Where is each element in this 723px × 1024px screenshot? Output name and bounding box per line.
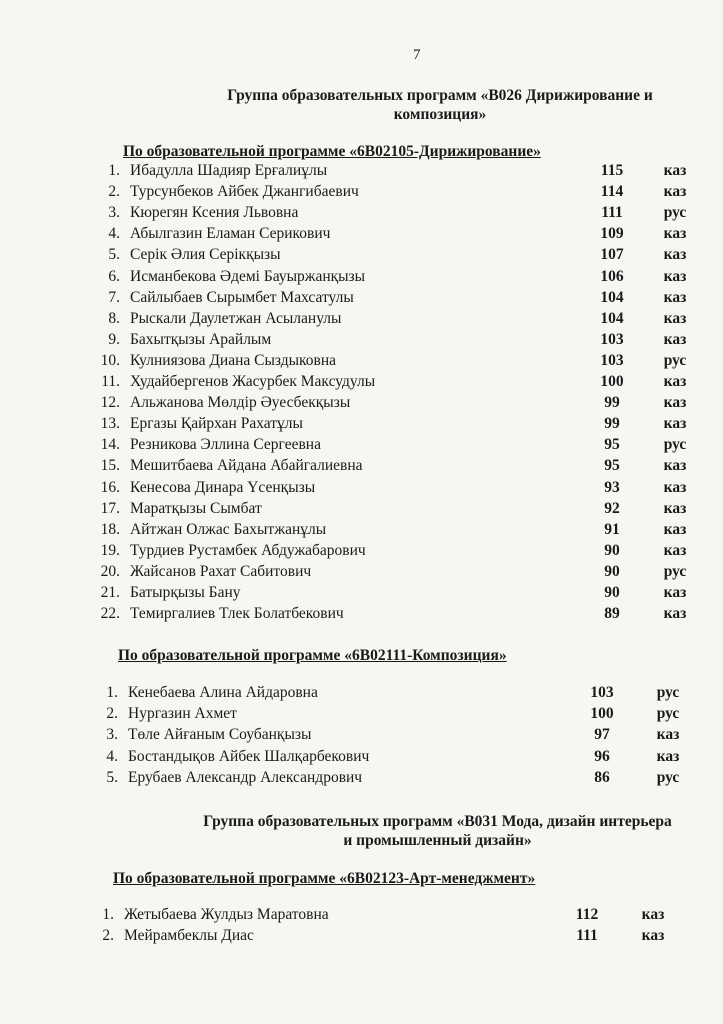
language-value: каз — [663, 520, 687, 538]
applicant-name: Бостандықов Айбек Шалқарбекович — [128, 747, 370, 765]
applicant-name: Айтжан Олжас Бахытжанұлы — [130, 520, 327, 538]
applicant-name: Кюрегян Ксения Львовна — [130, 204, 299, 222]
language-value: каз — [663, 162, 687, 179]
group-title-b026 — [180, 86, 700, 124]
language-value: рус — [663, 351, 687, 369]
table-row — [88, 906, 683, 927]
language-value: каз — [656, 747, 680, 765]
language-value: каз — [663, 584, 687, 601]
applicant-name: Мейрамбеклы Диас — [124, 927, 254, 944]
language-value: рус — [656, 705, 680, 723]
table-row — [94, 310, 705, 331]
table-row — [94, 289, 705, 310]
score-value: 95 — [604, 457, 620, 475]
language-value: каз — [663, 183, 687, 201]
row-number: 2. — [106, 705, 118, 723]
language-value: каз — [663, 541, 687, 559]
language-value: каз — [663, 309, 687, 327]
language-value: рус — [663, 562, 687, 580]
applicant-name: Серік Әлия Серікқызы — [130, 246, 281, 264]
group-title-line-2: и промышленный дизайн» — [343, 832, 532, 849]
table-row — [94, 373, 705, 394]
page-number: 7 — [413, 47, 421, 63]
language-value: каз — [641, 927, 665, 944]
applicant-name: Нургазин Ахмет — [128, 705, 237, 723]
score-value: 90 — [604, 584, 620, 601]
applicant-name: Жетыбаева Жулдыз Маратовна — [124, 906, 329, 923]
row-number: 11. — [101, 373, 120, 390]
score-value: 99 — [604, 415, 620, 433]
row-number: 5. — [106, 768, 118, 786]
table-row — [94, 521, 705, 542]
row-number: 4. — [108, 225, 120, 243]
score-value: 86 — [594, 768, 610, 786]
group-title-line-2: композиция» — [393, 106, 487, 123]
row-number: 9. — [108, 330, 120, 348]
score-value: 99 — [604, 394, 620, 412]
language-value: каз — [663, 225, 687, 243]
row-number: 14. — [100, 436, 120, 454]
language-value: каз — [663, 246, 687, 264]
language-value: каз — [641, 906, 665, 923]
table-row — [92, 684, 698, 705]
score-value: 103 — [600, 330, 624, 348]
applicant-name: Рыскали Даулетжан Асыланулы — [130, 309, 342, 327]
row-number: 1. — [106, 684, 118, 701]
score-value: 95 — [604, 436, 620, 454]
score-value: 103 — [600, 351, 624, 369]
language-value: каз — [663, 373, 687, 390]
table-row — [94, 563, 705, 584]
applicant-name: Бахытқызы Арайлым — [130, 330, 272, 348]
language-value: каз — [663, 288, 687, 306]
table-row — [94, 183, 705, 204]
row-number: 1. — [108, 162, 120, 179]
score-value: 100 — [600, 373, 624, 390]
table-row — [94, 246, 705, 267]
table-row — [94, 204, 705, 225]
table-row — [94, 500, 705, 521]
table-row — [94, 436, 705, 457]
applicant-name: Турсунбеков Айбек Джангибаевич — [130, 183, 359, 201]
table-row — [94, 457, 705, 478]
row-number: 3. — [108, 204, 120, 222]
language-value: каз — [663, 267, 687, 285]
score-value: 96 — [594, 747, 610, 765]
score-value: 91 — [604, 520, 620, 538]
row-number: 22. — [100, 605, 120, 623]
score-value: 100 — [590, 705, 614, 723]
table-row — [94, 268, 705, 289]
language-value: каз — [663, 330, 687, 348]
row-number: 15. — [100, 457, 120, 475]
table-row — [94, 352, 705, 373]
table-row — [88, 927, 683, 948]
language-value: рус — [656, 684, 680, 701]
language-value: каз — [663, 605, 687, 623]
table-row — [92, 769, 698, 790]
applicant-name: Худайбергенов Жасурбек Максудулы — [130, 373, 376, 390]
score-value: 114 — [600, 183, 624, 201]
language-value: каз — [663, 457, 687, 475]
row-number: 2. — [108, 183, 120, 201]
applicant-name: Резникова Эллина Сергеевна — [130, 436, 321, 454]
applicant-name: Кенебаева Алина Айдаровна — [128, 684, 318, 701]
row-number: 6. — [108, 267, 120, 285]
row-number: 3. — [106, 726, 118, 744]
applicant-name: Маратқызы Сымбат — [130, 499, 262, 517]
section-heading-conducting: По образовательной программе «6В02105-Дирижирование» — [123, 143, 541, 160]
table-row — [94, 331, 705, 352]
row-number: 21. — [100, 584, 120, 601]
section-heading-art-management: По образовательной программе «6В02123-Арт-менеджмент» — [113, 870, 536, 887]
score-value: 112 — [575, 906, 599, 923]
table-row — [92, 705, 698, 726]
applicant-name: Исманбекова Әдемі Бауыржанқызы — [130, 267, 366, 285]
applicant-name: Мешитбаева Айдана Абайгалиевна — [130, 457, 363, 475]
row-number: 4. — [106, 747, 118, 765]
applicant-name: Ерубаев Александр Александрович — [128, 768, 363, 786]
section-heading-composition: По образовательной программе «6В02111-Композиция» — [118, 647, 507, 664]
score-value: 104 — [600, 309, 624, 327]
row-number: 7. — [108, 288, 120, 306]
score-value: 104 — [600, 288, 624, 306]
table-row — [94, 542, 705, 563]
applicant-name: Сайлыбаев Сырымбет Махсатулы — [130, 288, 354, 306]
language-value: каз — [663, 499, 687, 517]
row-number: 10. — [100, 351, 120, 369]
score-value: 111 — [601, 204, 623, 222]
applicant-name: Темиргалиев Тлек Болатбекович — [130, 605, 344, 623]
score-value: 90 — [604, 562, 620, 580]
group-title-b031 — [175, 812, 700, 850]
row-number: 5. — [108, 246, 120, 264]
score-value: 115 — [600, 162, 624, 179]
applicant-name: Кулниязова Диана Сыздыковна — [130, 351, 337, 369]
group-title-line-1: Группа образовательных программ «В031 Мода, дизайн интерьера — [203, 813, 672, 830]
row-number: 17. — [100, 499, 120, 517]
row-number: 20. — [100, 562, 120, 580]
applicant-name: Жайсанов Рахат Сабитович — [130, 562, 312, 580]
row-number: 18. — [100, 520, 120, 538]
group-title-line-1: Группа образовательных программ «В026 Дирижирование и — [227, 87, 653, 104]
applicant-name: Альжанова Мөлдір Әуесбекқызы — [130, 394, 351, 412]
table-row — [94, 225, 705, 246]
language-value: рус — [663, 436, 687, 454]
language-value: рус — [663, 204, 687, 222]
applicant-name: Турдиев Рустамбек Абдужабарович — [130, 541, 366, 559]
applicant-name: Ергазы Қайрхан Рахатұлы — [130, 415, 303, 433]
row-number: 8. — [108, 309, 120, 327]
applicant-name: Ибадулла Шадияр Ерғалиұлы — [130, 162, 328, 179]
row-number: 13. — [100, 415, 120, 433]
row-number: 19. — [100, 541, 120, 559]
language-value: каз — [663, 394, 687, 412]
score-value: 90 — [604, 541, 620, 559]
table-row — [94, 479, 705, 500]
table-row — [94, 605, 705, 626]
language-value: рус — [656, 768, 680, 786]
table-row — [92, 748, 698, 769]
applicant-name: Батырқызы Бану — [130, 584, 241, 601]
row-number: 12. — [100, 394, 120, 412]
score-value: 111 — [576, 927, 598, 944]
language-value: каз — [663, 478, 687, 496]
row-number: 2. — [102, 927, 114, 944]
table-row — [94, 394, 705, 415]
score-value: 93 — [604, 478, 620, 496]
table-row — [94, 162, 705, 183]
score-value: 107 — [600, 246, 624, 264]
score-value: 109 — [600, 225, 624, 243]
applicant-name: Кенесова Динара Үсенқызы — [130, 478, 316, 496]
score-value: 97 — [594, 726, 610, 744]
applicant-name: Төле Айғаным Соубанқызы — [128, 726, 312, 744]
row-number: 1. — [102, 906, 114, 923]
score-value: 92 — [604, 499, 620, 517]
score-value: 106 — [600, 267, 624, 285]
row-number: 16. — [100, 478, 120, 496]
score-value: 89 — [604, 605, 620, 623]
language-value: каз — [663, 415, 687, 433]
language-value: каз — [656, 726, 680, 744]
score-value: 103 — [590, 684, 614, 701]
table-row — [94, 584, 705, 605]
table-row — [92, 726, 698, 747]
table-row — [94, 415, 705, 436]
applicant-name: Абылгазин Еламан Серикович — [130, 225, 331, 243]
